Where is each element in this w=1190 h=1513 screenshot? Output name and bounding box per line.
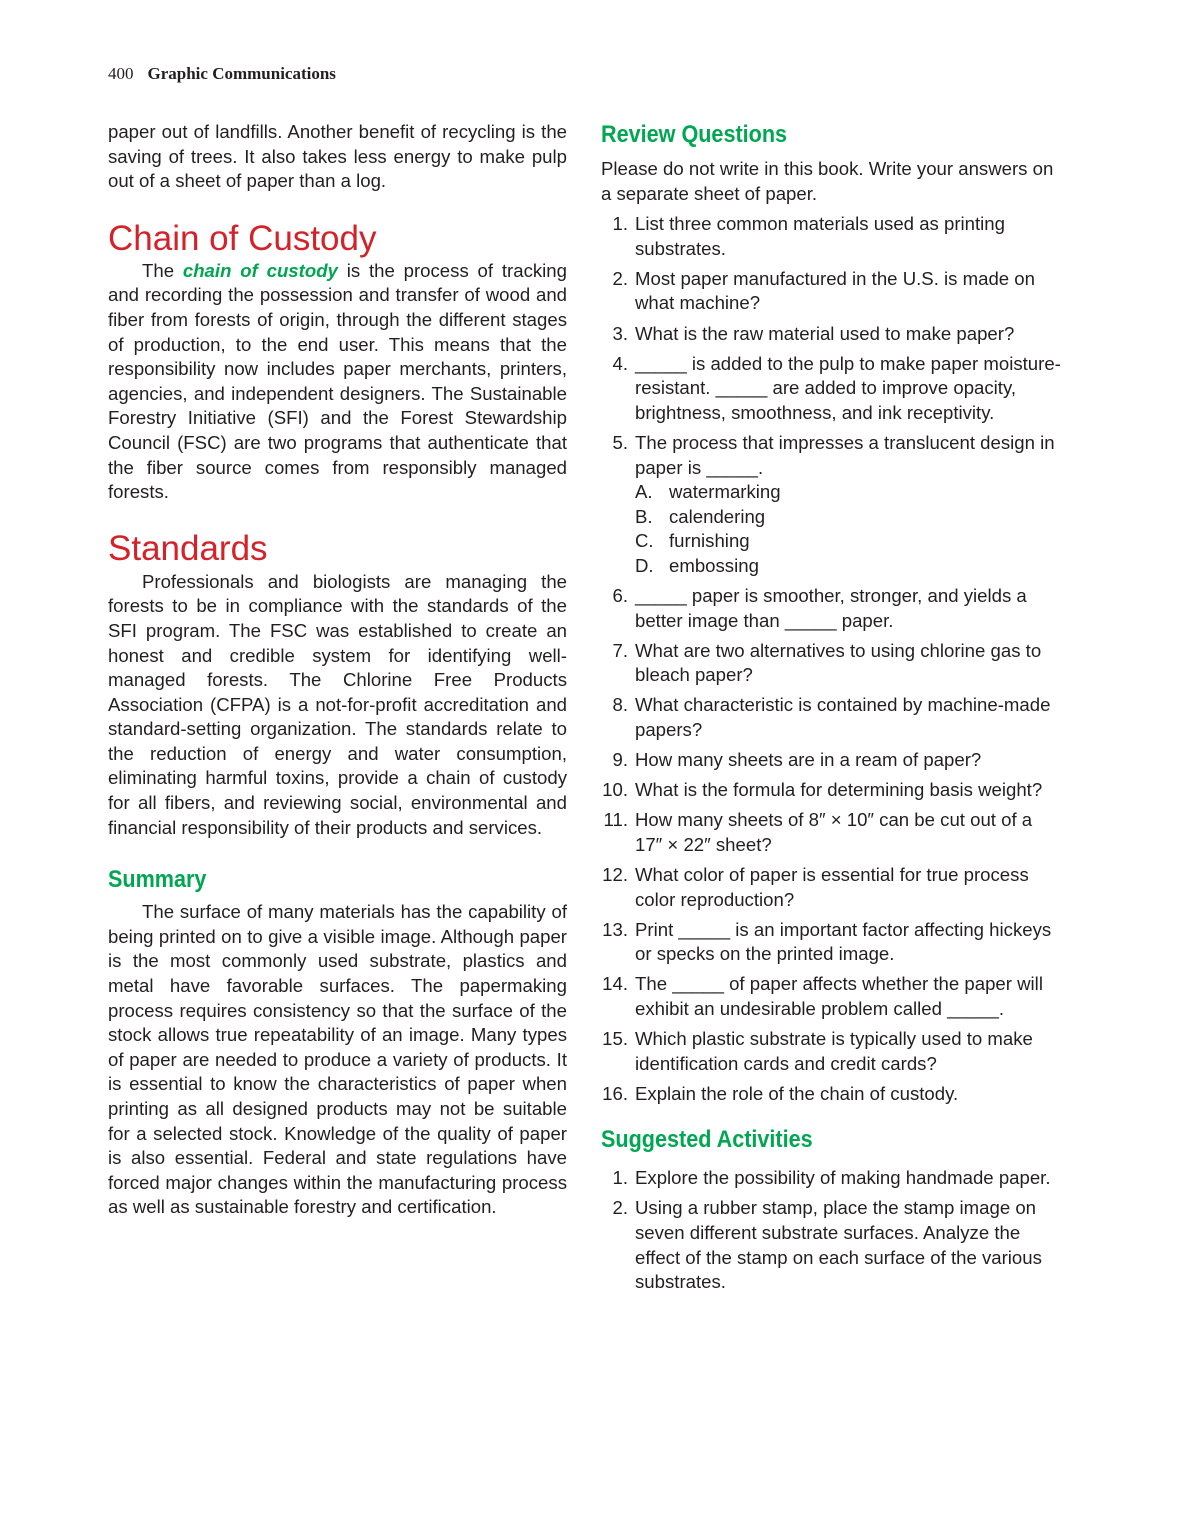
item-number: 14. [602,973,628,995]
item-number: 15. [602,1028,628,1049]
answer-option [635,529,1063,554]
list-item [601,808,1063,857]
item-text: The _____ of paper affects whether the paper will exhibit an undesirable problem called _____. [635,973,1043,1019]
list-item [601,748,1063,773]
right-column [601,120,1063,1300]
item-text: Print _____ is an important factor affecting hickeys or specks on the printed image. [635,918,1052,965]
chain-of-custody-paragraph: The chain of custody is the process of tracking and recording the possession and transfer of wood and fiber from forests of origin, through the different stages of production, to the end user. This means that the responsibility now includes paper merchants, printers, agencies, and independent designers. The Sustainable Forestry Initiative (SFI) and the Forest Stewardship Council (FSC) are two programs that authenticate that the fiber source comes from responsibly managed forests. [108,259,567,503]
item-text: Explain the role of the chain of custody. [635,1082,959,1104]
answer-option [635,505,1063,530]
option-letter: B. [635,505,653,527]
list-item [601,212,1063,261]
standards-heading: Standards [108,528,268,568]
item-number: 3. [612,322,628,344]
review-intro: Please do not write in this book. Write your answers on a separate sheet of paper. [601,158,1054,204]
list-item [601,352,1063,426]
item-number: 5. [612,431,628,453]
item-text: What are two alternatives to using chlorine gas to bleach paper? [635,639,1042,686]
item-text: How many sheets are in a ream of paper? [635,749,982,771]
list-item [601,584,1063,633]
list-item [601,1027,1063,1076]
page-number: 400 [108,64,134,83]
item-number: 1. [612,213,628,235]
item-text: List three common materials used as printing substrates. [635,213,1005,259]
list-item [601,1196,1063,1294]
chain-of-custody-heading: Chain of Custody [108,218,377,258]
list-item [601,778,1063,803]
option-letter: A. [635,481,653,503]
option-text: watermarking [669,481,781,503]
item-text: _____ is added to the pulp to make paper moisture-resistant. _____ are added to improve opacity, brightness, smoothness, and ink receptivity. [635,352,1061,423]
review-questions-heading: Review Questions [601,121,788,148]
item-number: 9. [612,749,628,771]
item-number: 2. [612,1197,628,1219]
book-title: Graphic Communications [147,64,336,83]
item-number: 10. [602,779,628,801]
list-item [601,972,1063,1021]
item-number: 2. [612,267,628,289]
standards-paragraph: Professionals and biologists are managing the forests to be in compliance with the standards of the SFI program. The FSC was established to create an honest and credible system for identifying well-managed forests. The Chlorine Free Products Association (CFPA) is a not-for-profit accreditation and standard-setting organization. The standards relate to the reduction of energy and water consumption, eliminating harmful toxins, provide a chain of custody for all fibers, and reviewing social, environmental and financial responsibility of their products and services. [108,570,567,838]
item-number: 4. [612,352,628,374]
summary-paragraph: The surface of many materials has the capability of being printed on to give a visible image. Although paper is the most commonly used substrate, plastics and metal have favorable surfaces. The papermaking process requires consistency so that the surface of the stock allows true repeatability of an image. Many types of paper are needed to produce a variety of products. It is essential to know the characteristics of paper when printing as all designed products may not be suitable for a selected stock. Knowledge of the quality of paper is also essential. Federal and state regulations have forced major changes within the manufacturing process as well as sustainable forestry and certification. [108,901,567,1218]
item-text: How many sheets of 8″ × 10″ can be cut out of a 17″ × 22″ sheet? [635,809,1033,855]
item-text: Using a rubber stamp, place the stamp image on seven different substrate surfaces. Analyze the effect of the stamp on each surface of the various substrates. [635,1197,1042,1293]
summary-heading: Summary [108,866,207,894]
left-column [108,120,567,1220]
item-text: The process that impresses a translucent design in paper is _____. [635,431,1055,478]
item-number: 8. [612,694,628,716]
continued-paragraph: paper out of landfills. Another benefit of recycling is the saving of trees. It also takes less energy to make pulp out of a sheet of paper than a log. [108,121,567,192]
answer-options [635,480,1063,578]
item-text: What characteristic is contained by machine-made papers? [635,694,1051,740]
item-text: What is the formula for determining basis weight? [635,779,1043,801]
item-text: What color of paper is essential for true process color reproduction? [635,863,1029,910]
chain-of-custody-term: chain of custody [182,259,338,281]
item-text: Most paper manufactured in the U.S. is made on what machine? [635,267,1035,314]
option-letter: D. [635,554,654,576]
list-item [601,863,1063,912]
list-item [601,693,1063,742]
list-item [601,1082,1063,1107]
item-text: _____ paper is smoother, stronger, and yields a better image than _____ paper. [635,585,1027,631]
item-number: 16. [602,1082,628,1104]
suggested-activities-list [601,1166,1063,1294]
item-number: 7. [612,639,628,661]
option-letter: C. [635,530,654,552]
suggested-activities-heading: Suggested Activities [601,1126,813,1154]
option-text: calendering [669,505,766,527]
item-number: 11. [603,809,628,831]
list-item [601,267,1063,316]
item-text: What is the raw material used to make paper? [635,322,1015,344]
item-number: 12. [602,863,628,885]
running-head [108,64,336,84]
review-questions-list [601,212,1063,1106]
item-text: Explore the possibility of making handmade paper. [635,1167,1051,1189]
item-number: 13. [602,918,628,940]
list-item [601,639,1063,688]
option-text: embossing [669,554,759,576]
answer-option [635,480,1063,505]
list-item [601,431,1063,579]
list-item [601,322,1063,347]
list-item [601,918,1063,967]
item-number: 1. [612,1167,628,1189]
item-text: Which plastic substrate is typically used to make identification cards and credit cards? [635,1028,1033,1074]
item-number: 6. [612,585,628,606]
option-text: furnishing [669,530,750,552]
list-item [601,1166,1063,1191]
answer-option [635,554,1063,579]
